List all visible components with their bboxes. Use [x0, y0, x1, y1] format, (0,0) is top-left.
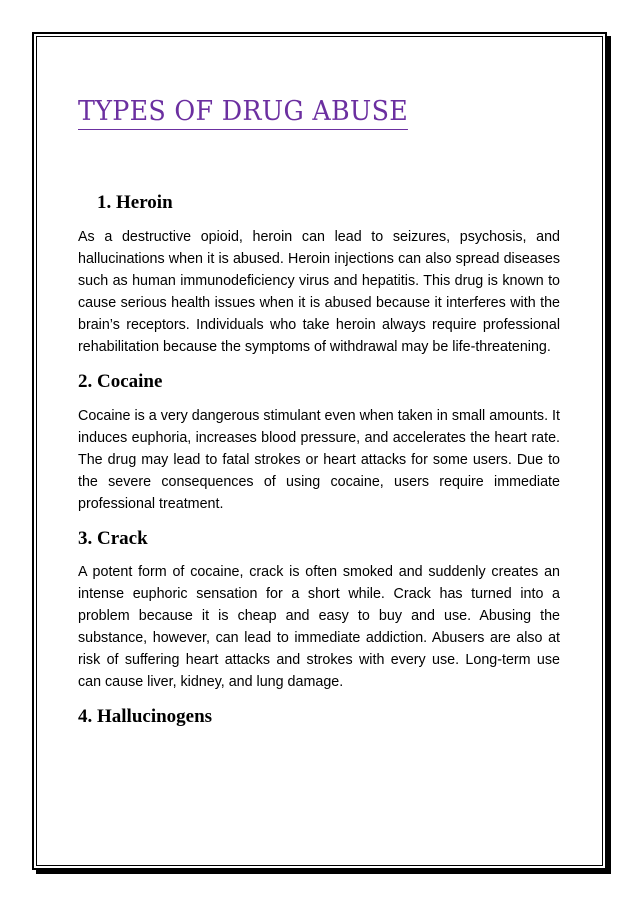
section-heading-heroin: 1. Heroin — [97, 192, 173, 213]
section-heading-cocaine: 2. Cocaine — [78, 370, 163, 392]
section-body-cocaine: Cocaine is a very dangerous stimulant even when taken in small amounts. It induces euphoria, increases blood pressure, and accelerates the heart rate. The drug may lead to fatal strokes or heart attacks for some users. Due to the severe consequences of using cocaine, users require immediate professional treatment. — [78, 407, 560, 512]
page-title: TYPES OF DRUG ABUSE — [78, 96, 408, 130]
document-body — [78, 192, 560, 740]
section-heading-crack: 3. Crack — [78, 527, 148, 549]
section-body-heroin: As a destructive opioid, heroin can lead to seizures, psychosis, and hallucinations when it is abused. Heroin injections can also spread diseases such as human immunodeficiency virus and hepatitis. This drug is known to cause serious health issues when it is abused because it interferes with the brain’s receptors. Individuals who take heroin always require professional rehabilitation because the symptoms of withdrawal may be life-threatening. — [78, 228, 560, 355]
section-heading-hallucinogens: 4. Hallucinogens — [78, 706, 213, 728]
section-body-crack: A potent form of cocaine, crack is often smoked and suddenly creates an intense euphoric sensation for a short while. Crack has turned into a problem because it is cheap and easy to buy and use. Abusing the substance, however, can lead to immediate addiction. Abusers are also at risk of suffering heart attacks and strokes with every use. Long-term use can cause liver, kidney, and lung damage. — [78, 564, 560, 691]
